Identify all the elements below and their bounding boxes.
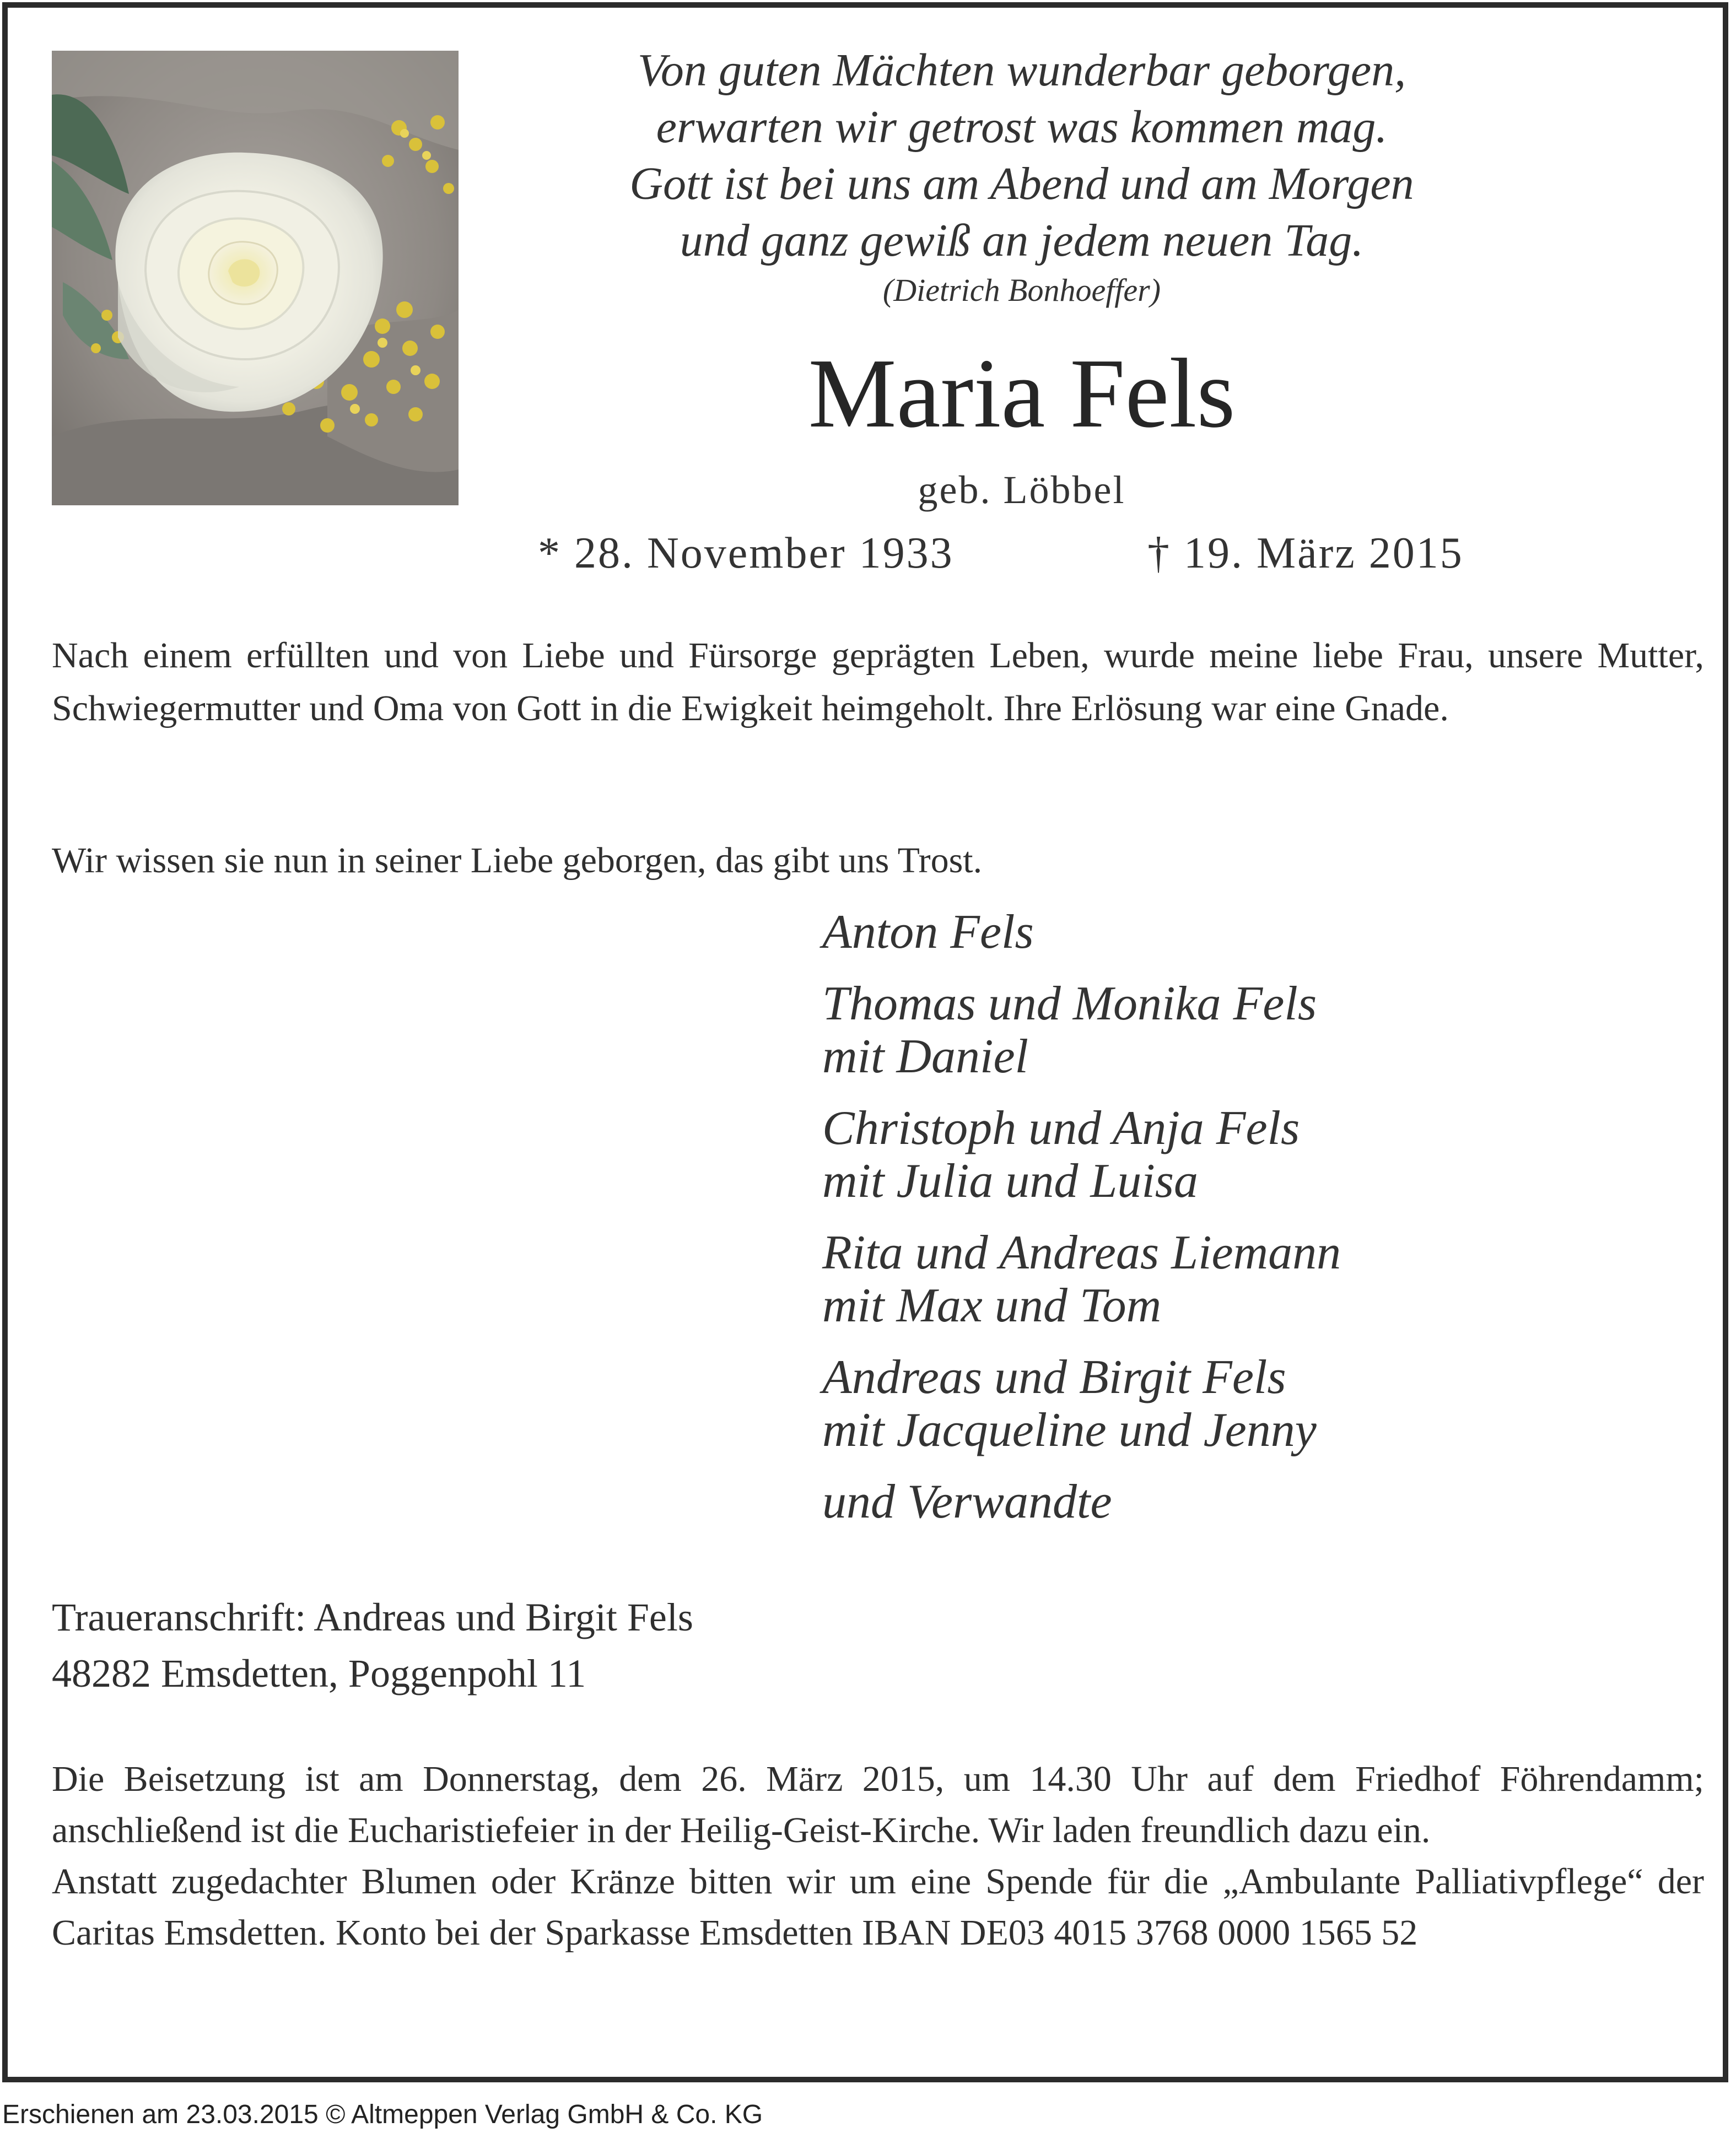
quote-line: Gott ist bei uns am Abend und am Morgen bbox=[629, 158, 1414, 209]
quote-line: Von guten Mächten wunderbar geborgen, bbox=[637, 45, 1406, 96]
quote-line: und ganz gewiß an jedem neuen Tag. bbox=[680, 215, 1364, 266]
mourner-group bbox=[822, 1227, 1704, 1332]
donation-text: Anstatt zugedachter Blumen oder Kränze bitten wir um eine Spende für die „Ambulante Palliativpflege“ der Caritas Emsdetten. Konto bei der Sparkasse Emsdetten IBAN DE03 4015 3768 0000 1565 52 bbox=[52, 1861, 1704, 1953]
deceased-name: Maria Fels bbox=[808, 338, 1236, 448]
mourner-group bbox=[822, 1476, 1704, 1529]
mourner-group bbox=[822, 1351, 1704, 1457]
maiden-name: geb. Löbbel bbox=[918, 468, 1126, 512]
mourner-line: Andreas und Birgit Fels bbox=[822, 1351, 1286, 1404]
mourner-line: mit Max und Tom bbox=[822, 1279, 1162, 1332]
obituary-frame bbox=[2, 2, 1728, 2082]
mourner-group bbox=[822, 906, 1704, 959]
mourner-line: Rita und Andreas Liemann bbox=[822, 1226, 1341, 1279]
birth-date: * 28. November 1933 bbox=[538, 529, 954, 577]
address-line: Traueranschrift: Andreas und Birgit Fels bbox=[52, 1595, 693, 1639]
address-line: 48282 Emsdetten, Poggenpohl 11 bbox=[52, 1651, 586, 1696]
mourner-line: mit Jacqueline und Jenny bbox=[822, 1403, 1317, 1457]
comfort-text: Wir wissen sie nun in seiner Liebe geborgen, das gibt uns Trost. bbox=[52, 840, 983, 881]
mourner-line: mit Julia und Luisa bbox=[822, 1154, 1199, 1208]
white-rose-photo bbox=[52, 51, 459, 505]
publication-footer: Erschienen am 23.03.2015 © Altmeppen Verlag GmbH & Co. KG bbox=[2, 2100, 763, 2129]
mourner-group bbox=[822, 978, 1704, 1083]
obituary-text: Nach einem erfüllten und von Liebe und Fürsorge geprägten Leben, wurde meine liebe Frau, unsere Mutter, Schwiegermutter und Oma von Gott in die Ewigkeit heimgeholt. Ihre Erlösung war eine Gnade. bbox=[52, 635, 1704, 728]
quote-line: erwarten wir getrost was kommen mag. bbox=[656, 101, 1388, 153]
death-date: † 19. März 2015 bbox=[1147, 529, 1464, 577]
mourner-line: Thomas und Monika Fels bbox=[822, 977, 1317, 1030]
mourner-line: Anton Fels bbox=[822, 905, 1034, 959]
quote-author: (Dietrich Bonhoeffer) bbox=[882, 272, 1161, 308]
mourner-line: Christoph und Anja Fels bbox=[822, 1102, 1300, 1155]
mourners-list bbox=[822, 906, 1704, 1547]
rose-image-icon bbox=[52, 51, 459, 505]
mourner-group bbox=[822, 1102, 1704, 1208]
mourning-address bbox=[52, 1589, 1154, 1702]
funeral-text: Die Beisetzung ist am Donnerstag, dem 26. März 2015, um 14.30 Uhr auf dem Friedhof Föhrendamm; anschließend ist die Eucharistiefeier in der Heilig-Geist-Kirche. Wir laden freundlich dazu ein. bbox=[52, 1759, 1704, 1850]
funeral-details bbox=[52, 1753, 1704, 1958]
bonhoeffer-quote bbox=[476, 42, 1567, 269]
mourner-line: mit Daniel bbox=[822, 1030, 1028, 1083]
mourner-line: und Verwandte bbox=[822, 1475, 1112, 1529]
